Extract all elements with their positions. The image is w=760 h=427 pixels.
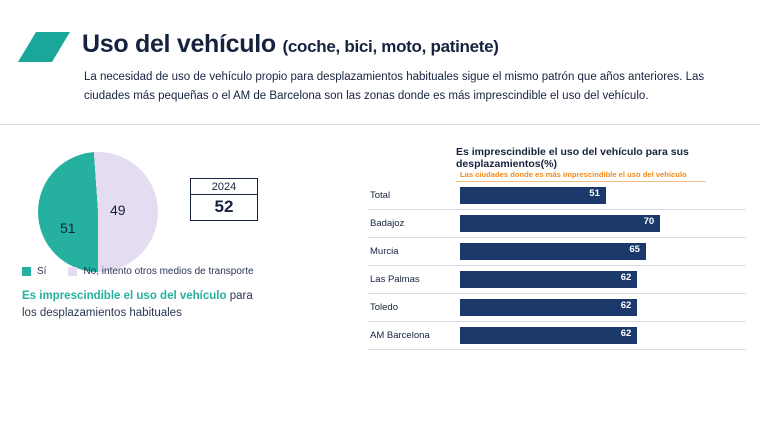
pie-slice-label-no: 49 bbox=[110, 202, 126, 218]
pie-caption bbox=[22, 288, 262, 321]
pie-slice-label-yes: 51 bbox=[60, 220, 76, 236]
bar-track bbox=[460, 327, 746, 344]
bar-category-label: Toledo bbox=[370, 302, 398, 313]
bar-value-label: 62 bbox=[620, 300, 632, 311]
bar-category-label: Murcia bbox=[370, 246, 399, 257]
year-value-box bbox=[190, 178, 258, 221]
bar-track bbox=[460, 299, 746, 316]
year-label: 2024 bbox=[191, 179, 257, 195]
bar-fill bbox=[460, 187, 606, 204]
bar-value-label: 62 bbox=[620, 328, 632, 339]
pie-caption-plain: para los desplazamientos habituales bbox=[22, 290, 253, 319]
page-title-sub: (coche, bici, moto, patinete) bbox=[282, 37, 499, 56]
legend-swatch-no bbox=[68, 267, 77, 276]
pie-caption-bold: Es imprescindible el uso del vehículo bbox=[22, 290, 227, 302]
bar-row bbox=[368, 322, 746, 350]
page-title-main: Uso del vehículo bbox=[82, 30, 276, 58]
bar-category-label: Total bbox=[370, 190, 391, 201]
pie-chart bbox=[38, 152, 158, 272]
bar-value-label: 51 bbox=[589, 188, 600, 199]
page-description: La necesidad de uso de vehículo propio para desplazamientos habituales sigue el mismo patrón que años anteriores. Las ciudades más pequeñas o el AM de Barcelona son las zonas donde es más imprescindible el uso del vehículo. bbox=[84, 71, 705, 102]
bar-track bbox=[460, 215, 746, 232]
bar-chart bbox=[368, 182, 746, 350]
bar-row bbox=[368, 294, 746, 322]
bar-track bbox=[460, 243, 746, 260]
bar-track bbox=[460, 187, 746, 204]
bar-value-label: 62 bbox=[620, 272, 632, 283]
header-divider bbox=[0, 124, 760, 125]
legend-label-yes: Sí bbox=[37, 266, 47, 277]
bar-fill bbox=[460, 299, 637, 316]
bar-row bbox=[368, 210, 746, 238]
bar-row bbox=[368, 182, 746, 210]
bar-row bbox=[368, 266, 746, 294]
bar-chart-subtitle: Las ciudades donde es más imprescindible el uso del vehículo bbox=[456, 168, 706, 182]
legend-swatch-yes bbox=[22, 267, 31, 276]
year-value: 52 bbox=[214, 197, 234, 216]
bar-fill bbox=[460, 271, 637, 288]
pie-chart-slices bbox=[38, 152, 158, 272]
legend-label-no: No, intento otros medios de transporte bbox=[83, 266, 254, 277]
pie-legend bbox=[22, 266, 254, 277]
bar-category-label: Las Palmas bbox=[370, 274, 420, 285]
bar-chart-title: Es imprescindible el uso del vehículo para sus desplazamientos(%) bbox=[456, 146, 689, 170]
bar-track bbox=[460, 271, 746, 288]
page-title bbox=[82, 30, 742, 59]
bar-fill bbox=[460, 215, 660, 232]
bar-value-label: 65 bbox=[629, 244, 640, 255]
bar-category-label: AM Barcelona bbox=[370, 330, 430, 341]
bar-row bbox=[368, 238, 746, 266]
bar-value-label: 70 bbox=[643, 216, 655, 227]
bar-fill bbox=[460, 327, 637, 344]
brand-logo-icon bbox=[18, 32, 70, 62]
bar-category-label: Badajoz bbox=[370, 218, 405, 229]
bar-fill bbox=[460, 243, 646, 260]
